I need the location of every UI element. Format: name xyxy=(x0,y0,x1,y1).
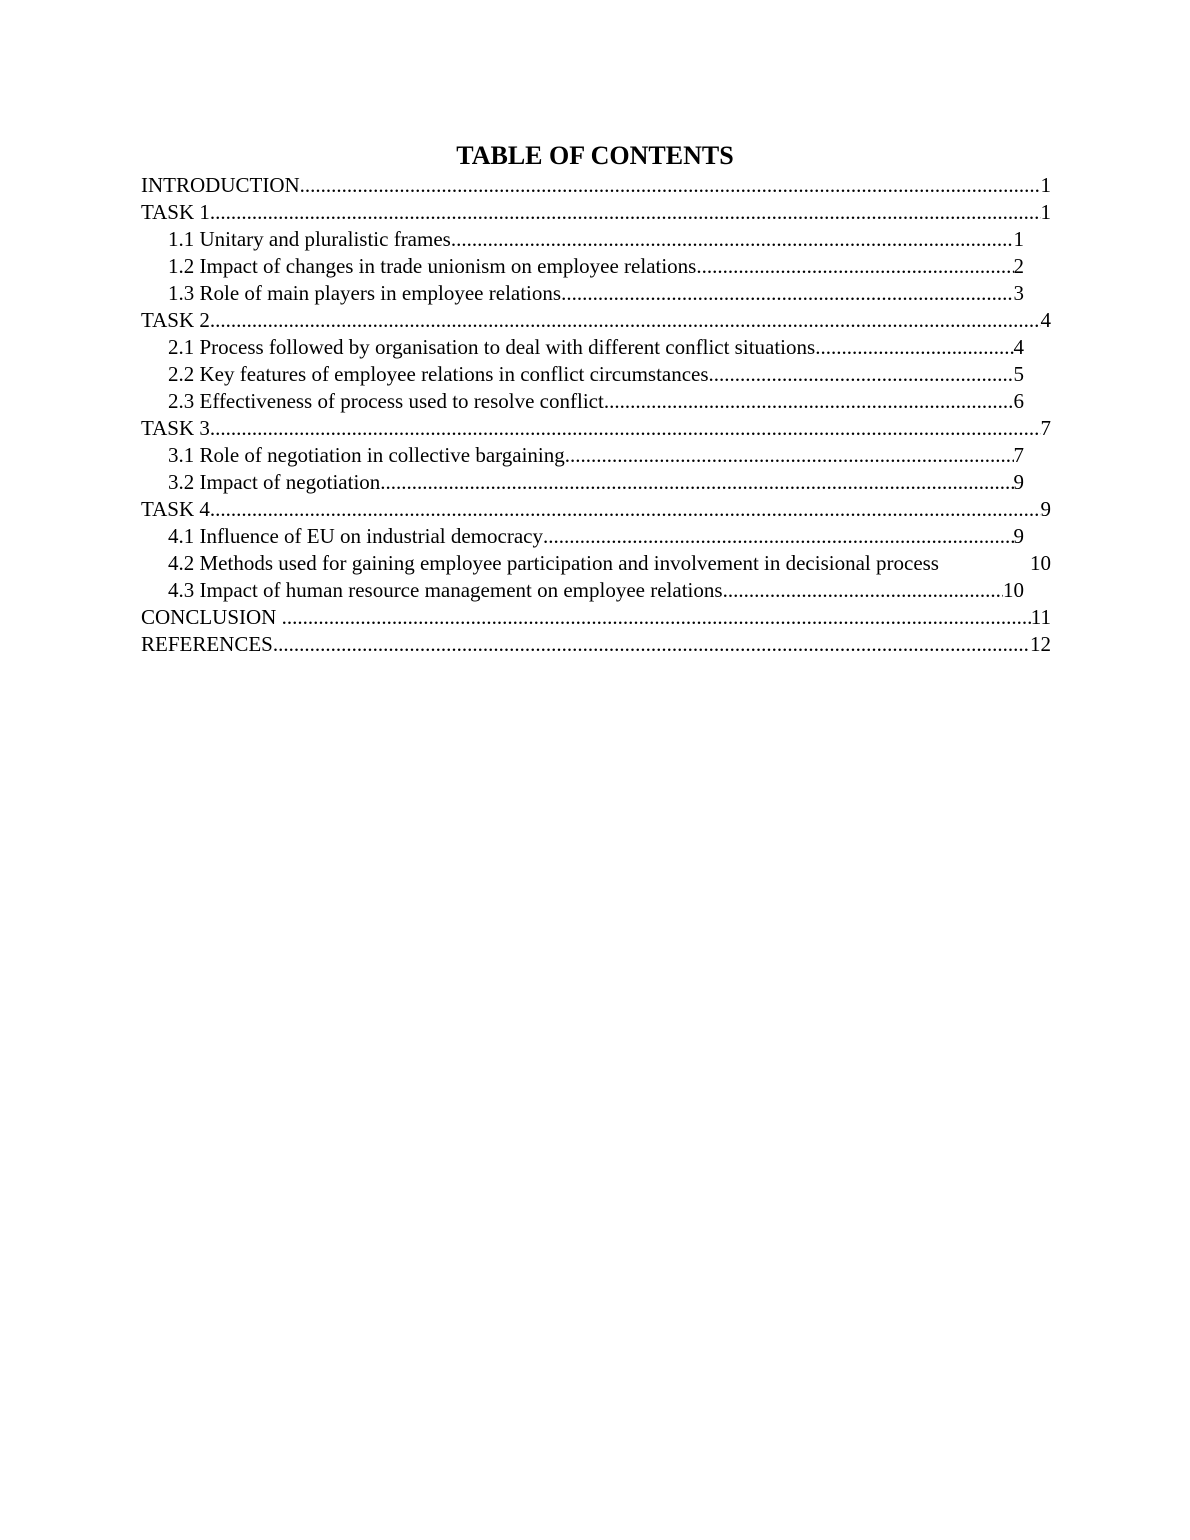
toc-entry-label: TASK 1 xyxy=(141,200,210,224)
toc-entry-introduction[interactable] xyxy=(141,172,1051,199)
toc-leader-dots xyxy=(210,496,1041,523)
toc-entry-2-1[interactable] xyxy=(141,334,1024,361)
toc-entry-task-3[interactable] xyxy=(141,415,1051,442)
toc-title: TABLE OF CONTENTS xyxy=(456,141,734,170)
toc-entry-4-2[interactable] xyxy=(141,550,1051,577)
toc-entry-label: TASK 3 xyxy=(141,416,210,440)
toc-entry-3-2[interactable] xyxy=(141,469,1024,496)
toc-entry-2-3[interactable] xyxy=(141,388,1024,415)
toc-entry-page: 3 xyxy=(1013,281,1024,305)
toc-entry-label: 3.2 Impact of negotiation xyxy=(168,470,381,494)
toc-leader-dots xyxy=(380,469,1013,496)
toc-entry-task-1[interactable] xyxy=(141,199,1051,226)
toc-list xyxy=(141,172,1051,658)
toc-leader-dots xyxy=(604,388,1014,415)
toc-entry-page: 1 xyxy=(1040,173,1051,197)
toc-entry-page: 4 xyxy=(1013,335,1024,359)
toc-entry-label: 1.3 Role of main players in employee relations xyxy=(168,281,562,305)
toc-entry-page: 11 xyxy=(1030,605,1051,629)
toc-entry-page: 1 xyxy=(1040,200,1051,224)
toc-entry-references[interactable] xyxy=(141,631,1051,658)
toc-entry-4-1[interactable] xyxy=(141,523,1024,550)
toc-entry-1-3[interactable] xyxy=(141,280,1024,307)
toc-entry-page: 9 xyxy=(1040,497,1051,521)
toc-entry-task-2[interactable] xyxy=(141,307,1051,334)
toc-entry-label: INTRODUCTION xyxy=(141,173,300,197)
toc-entry-page: 7 xyxy=(1040,416,1051,440)
toc-leader-dots xyxy=(300,172,1041,199)
toc-entry-label: 2.3 Effectiveness of process used to resolve conflict xyxy=(168,389,604,413)
toc-entry-page: 9 xyxy=(1013,470,1024,494)
toc-entry-page: 2 xyxy=(1013,254,1024,278)
toc-entry-page: 10 xyxy=(1003,578,1024,602)
toc-entry-page: 12 xyxy=(1030,632,1051,656)
toc-leader-dots xyxy=(543,523,1014,550)
toc-entry-2-2[interactable] xyxy=(141,361,1024,388)
toc-leader-dots xyxy=(451,226,1014,253)
toc-entry-3-1[interactable] xyxy=(141,442,1024,469)
toc-entry-label: TASK 2 xyxy=(141,308,210,332)
toc-entry-label: CONCLUSION xyxy=(141,605,282,629)
toc-leader-dots xyxy=(210,199,1041,226)
toc-entry-1-1[interactable] xyxy=(141,226,1024,253)
toc-leader-dots xyxy=(815,334,1013,361)
toc-entry-label: TASK 4 xyxy=(141,497,210,521)
toc-entry-conclusion[interactable] xyxy=(141,604,1051,631)
toc-entry-page: 10 xyxy=(1030,551,1051,575)
toc-leader-dots xyxy=(273,631,1030,658)
toc-entry-label: REFERENCES xyxy=(141,632,273,656)
toc-leader-dots xyxy=(282,604,1031,631)
toc-entry-label: 2.1 Process followed by organisation to deal with different conflict situations xyxy=(168,335,816,359)
toc-entry-page: 1 xyxy=(1013,227,1024,251)
toc-entry-label: 4.1 Influence of EU on industrial democracy xyxy=(168,524,543,548)
toc-leader-dots xyxy=(709,361,1014,388)
toc-entry-page: 6 xyxy=(1013,389,1024,413)
toc-entry-page: 9 xyxy=(1013,524,1024,548)
toc-entry-label: 1.2 Impact of changes in trade unionism on employee relations xyxy=(168,254,697,278)
toc-leader-dots xyxy=(210,307,1041,334)
toc-leader-dots xyxy=(696,253,1013,280)
toc-leader-dots xyxy=(210,415,1041,442)
toc-entry-page: 5 xyxy=(1013,362,1024,386)
toc-leader-dots xyxy=(561,280,1013,307)
toc-entry-task-4[interactable] xyxy=(141,496,1051,523)
toc-entry-1-2[interactable] xyxy=(141,253,1024,280)
toc-entry-label: 4.2 Methods used for gaining employee participation and involvement in decisional process xyxy=(168,551,939,575)
toc-entry-label: 2.2 Key features of employee relations in conflict circumstances xyxy=(168,362,709,386)
toc-entry-4-3[interactable] xyxy=(141,577,1024,604)
toc-entry-label: 4.3 Impact of human resource management on employee relations xyxy=(168,578,723,602)
toc-leader-dots xyxy=(565,442,1014,469)
toc-entry-label: 1.1 Unitary and pluralistic frames xyxy=(168,227,451,251)
toc-entry-page: 7 xyxy=(1013,443,1024,467)
toc-entry-label: 3.1 Role of negotiation in collective bargaining xyxy=(168,443,565,467)
toc-entry-page: 4 xyxy=(1040,308,1051,332)
toc-leader-dots xyxy=(723,577,1003,604)
